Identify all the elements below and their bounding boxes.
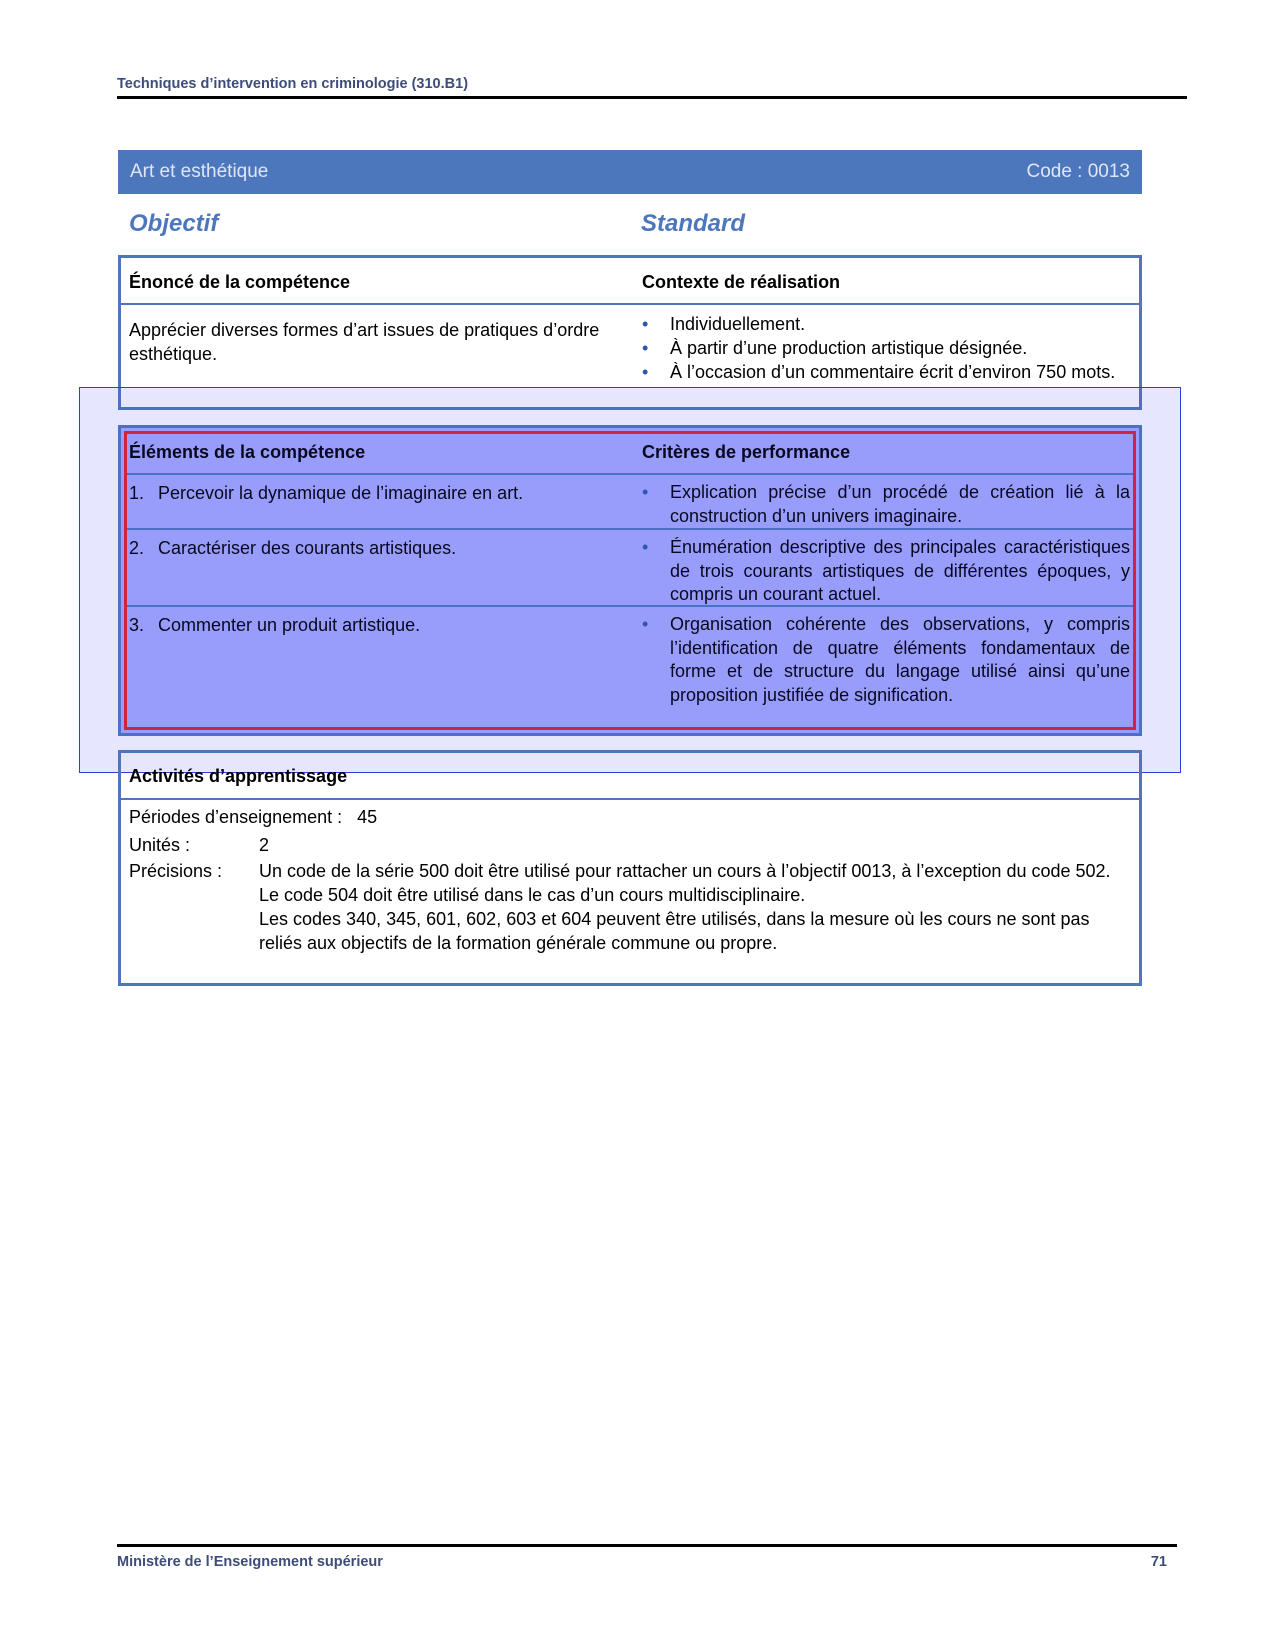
context-item: • À l’occasion d’un commentaire écrit d’environ 750 mots. [642,360,1122,384]
precision-paragraph: Un code de la série 500 doit être utilisé pour rattacher un cours à l’objectif 0013, à l’exception du code 502. [259,861,1111,881]
objective-code: Code : 0013 [1026,161,1130,182]
competence-statement: Apprécier diverses formes d’art issues de pratiques d’ordre esthétique. [129,320,600,364]
element-text: 1. Percevoir la dynamique de l’imaginaire en art. [129,483,524,503]
units-value: 2 [259,835,270,855]
competence-box-head [121,258,1139,305]
ministry-name: Ministère de l’Enseignement supérieur [117,1554,383,1570]
precision-paragraph: Le code 504 doit être utilisé dans le cas d’un cours multidisciplinaire. [259,885,806,905]
context-item: • Individuellement. [642,312,1122,336]
footer-rule [117,1544,1177,1547]
criterion-text: • Organisation cohérente des observations, y compris l’identification de quatre éléments fondamentaux de forme et de structure du langage utilisé ainsi qu’une proposition justifiée de signification. [642,613,1130,707]
program-title: Techniques d’intervention en criminologie (310.B1) [117,76,469,92]
periods-line: Périodes d’enseignement : 45 [129,807,378,827]
units-label: Unités : [129,835,191,855]
objectif-heading: Objectif [129,210,219,237]
precision-paragraph: Les codes 340, 345, 601, 602, 603 et 604 peuvent être utilisés, dans la mesure où les cours ne sont pas reliés aux objectifs de la formation générale commune ou propre. [259,909,1090,953]
objective-title: Art et esthétique [130,161,269,182]
page-number: 71 [1150,1554,1167,1570]
activities-heading: Activités d’apprentissage [129,766,348,786]
header-rule [117,96,1187,99]
activities-box-head [121,753,1139,800]
context-heading: Contexte de réalisation [642,272,841,292]
selection-overlay [79,387,1181,773]
element-text: 2. Caractériser des courants artistiques. [129,538,457,558]
context-item: • À partir d’une production artistique désignée. [642,336,1122,360]
statement-heading: Énoncé de la compétence [129,272,351,292]
title-bar [118,150,1142,194]
activities-box [118,750,1142,986]
precisions-label: Précisions : [129,861,223,881]
element-text: 3. Commenter un produit artistique. [129,615,421,635]
criteria-heading: Critères de performance [642,442,851,462]
standard-heading: Standard [641,210,746,237]
context-list [642,312,1122,384]
page-header [117,76,1187,99]
page-footer [117,1544,1177,1572]
criterion-text: • Explication précise d’un procédé de création lié à la construction d’un univers imaginaire. [642,481,1130,528]
elements-heading: Éléments de la compétence [129,442,366,462]
column-heads [129,210,1129,240]
criterion-text: • Énumération descriptive des principales caractéristiques de trois courants artistiques de différentes époques, y compris un courant actuel. [642,536,1130,607]
precisions-text [259,859,1119,955]
footer-text [117,1554,1177,1572]
